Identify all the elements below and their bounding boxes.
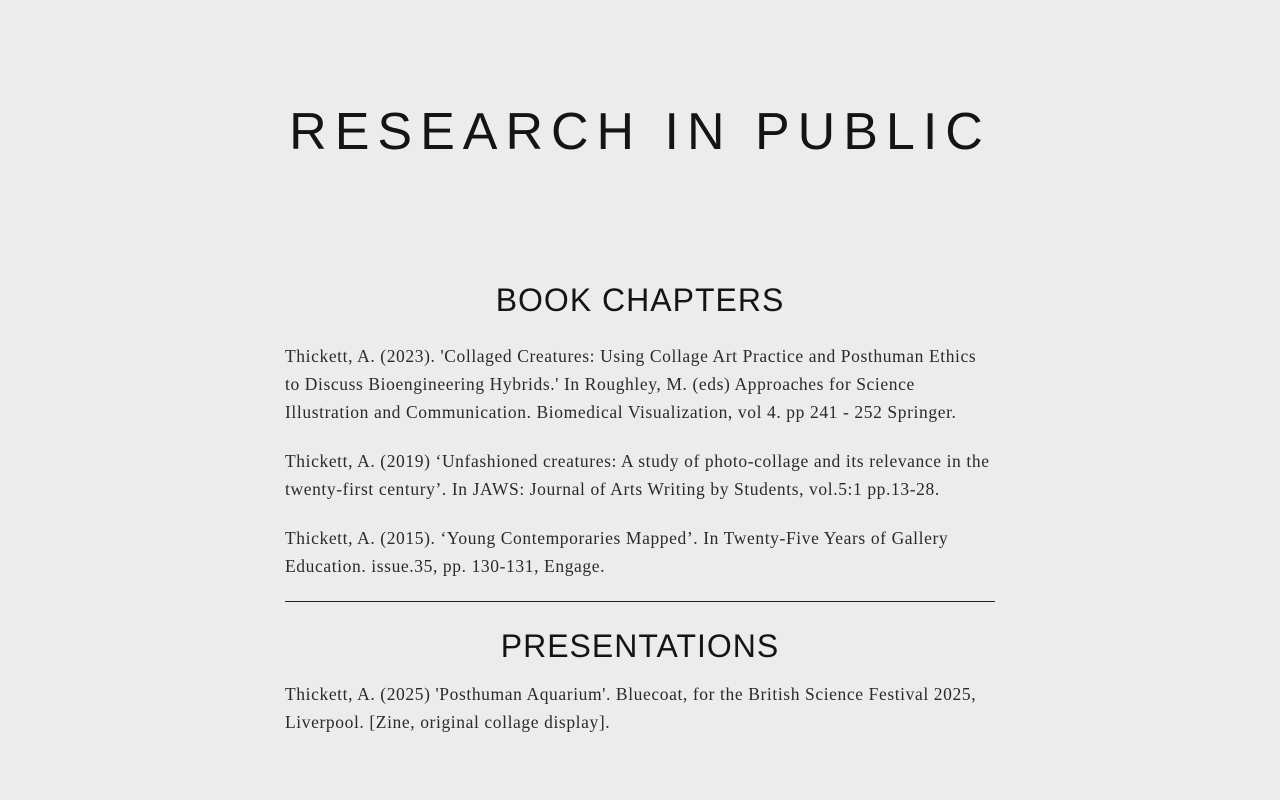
site-title: RESEARCH IN PUBLIC <box>289 103 991 161</box>
section-divider <box>285 601 995 602</box>
presentation-entry: Thickett, A. (2025) 'Posthuman Aquarium'. Bluecoat, for the British Science Festival 2025, Liverpool. [Zine, original collage display]. <box>285 684 977 732</box>
presentations-list <box>285 680 995 736</box>
presentations-section <box>285 626 995 736</box>
publication-entry: Thickett, A. (2015). ‘Young Contemporaries Mapped’. In Twenty-Five Years of Gallery Education. issue.35, pp. 130-131, Engage. <box>285 528 949 576</box>
publication-entry: Thickett, A. (2023). 'Collaged Creatures: Using Collage Art Practice and Posthuman Ethics to Discuss Bioengineering Hybrids.' In Roughley, M. (eds) Approaches for Science Illustration and Communication. Biomedical Visualization, vol 4. pp 241 - 252 Springer. <box>285 346 977 422</box>
book-chapters-list <box>285 342 995 580</box>
publication-entry: Thickett, A. (2019) ‘Unfashioned creatures: A study of photo-collage and its relevance in the twenty-first century’. In JAWS: Journal of Arts Writing by Students, vol.5:1 pp.13-28. <box>285 451 990 499</box>
main-content <box>285 280 995 757</box>
section-heading-book-chapters: BOOK CHAPTERS <box>495 282 785 318</box>
book-chapters-section <box>285 280 995 580</box>
section-heading-presentations: PRESENTATIONS <box>500 628 780 664</box>
